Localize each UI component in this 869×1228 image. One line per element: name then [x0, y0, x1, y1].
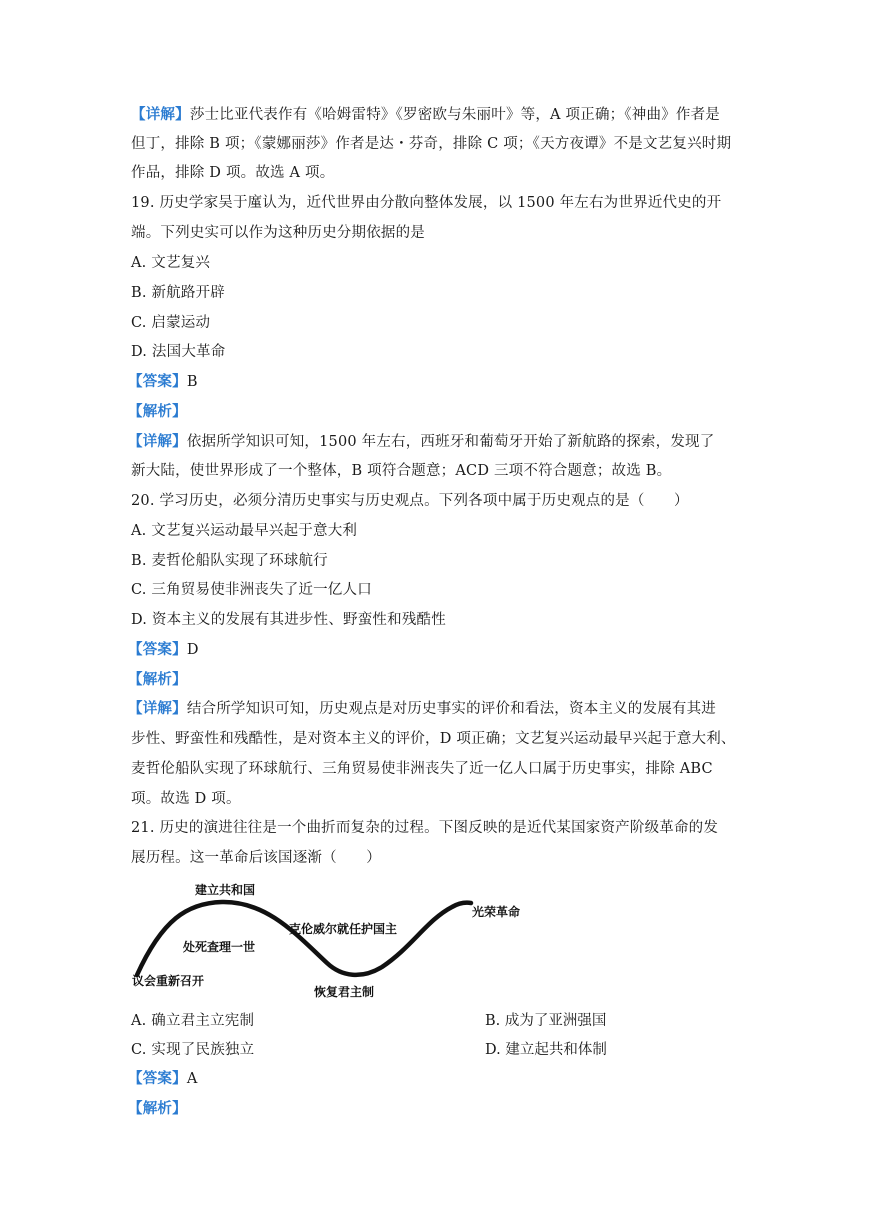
q20-detail-line-1: [128, 699, 738, 719]
q21-option-b: B. 成为了亚洲强国: [485, 1013, 607, 1029]
q19-stem-line-2: 端。下列史实可以作为这种历史分期依据的是: [131, 225, 425, 241]
label-republic: 建立共和国: [195, 883, 256, 897]
answer-tag: 【答案】: [128, 1070, 187, 1087]
q21-stem-line-2: 展历程。这一革命后该国逐渐（ ）: [131, 850, 381, 866]
q19-option-c: C. 启蒙运动: [131, 315, 211, 331]
q19-answer: [128, 372, 738, 392]
q19-stem-line-1: 19. 历史学家吴于廑认为，近代世界由分散向整体发展，以 1500 年左右为世界近代史的开: [131, 195, 722, 211]
answer-tag: 【答案】: [128, 373, 187, 390]
analysis-tag: 【解析】: [128, 1100, 187, 1117]
answer-value: A: [186, 1071, 198, 1087]
q19-option-d: D. 法国大革命: [131, 344, 226, 360]
q21-answer: [128, 1069, 738, 1089]
answer-value: B: [186, 374, 198, 390]
q20-answer: [128, 640, 738, 660]
label-cromwell: 克伦威尔就任护国主: [289, 922, 398, 936]
answer-value: D: [186, 642, 199, 658]
q20-option-d: D. 资本主义的发展有其进步性、野蛮性和残酷性: [131, 612, 446, 628]
q19-option-a: A. 文艺复兴: [131, 255, 211, 271]
q19-detail-line-2: 新大陆，使世界形成了一个整体，B 项符合题意；ACD 三项不符合题意；故选 B。: [131, 463, 672, 479]
label-glorious-revolution: 光荣革命: [472, 905, 521, 919]
q20-detail-line-4: 项。故选 D 项。: [131, 791, 241, 807]
q19-option-b: B. 新航路开辟: [131, 285, 225, 301]
q20-detail-line-2: 步性、野蛮性和残酷性，是对资本主义的评价，D 项正确；文艺复兴运动最早兴起于意大利、: [131, 731, 736, 747]
q20-option-a: A. 文艺复兴运动最早兴起于意大利: [131, 523, 358, 539]
q19-analysis-tag: [128, 402, 738, 422]
intro-line-1: [131, 105, 741, 125]
q21-analysis-tag: [128, 1099, 738, 1119]
intro-text-1: 莎士比亚代表作有《哈姆雷特》《罗密欧与朱丽叶》等，A 项正确；《神曲》作者是: [189, 107, 720, 123]
label-parliament: 议会重新召开: [132, 974, 205, 988]
detail-tag: 【详解】: [128, 433, 187, 450]
q21-option-d: D. 建立起共和体制: [485, 1042, 607, 1058]
q21-stem-line-1: 21. 历史的演进往往是一个曲折而复杂的过程。下图反映的是近代某国家资产阶级革命的发: [131, 820, 719, 836]
intro-line-2: 但丁，排除 B 项；《蒙娜丽莎》作者是达・芬奇，排除 C 项；《天方夜谭》不是文艺复兴时期: [131, 136, 732, 152]
answer-tag: 【答案】: [128, 641, 187, 658]
intro-line-3: 作品，排除 D 项。故选 A 项。: [131, 165, 335, 181]
analysis-tag: 【解析】: [128, 403, 187, 420]
revolution-wave-diagram: [127, 875, 522, 1005]
q21-option-c: C. 实现了民族独立: [131, 1042, 255, 1058]
label-execute-charles: 处死查理一世: [183, 940, 256, 954]
q20-stem-line-1: 20. 学习历史，必须分清历史事实与历史观点。下列各项中属于历史观点的是（ ）: [131, 493, 689, 509]
detail-text: 依据所学知识可知，1500 年左右，西班牙和葡萄牙开始了新航路的探索，发现了: [186, 434, 715, 450]
q20-detail-line-3: 麦哲伦船队实现了环球航行、三角贸易使非洲丧失了近一亿人口属于历史事实，排除 ABC: [131, 761, 713, 777]
detail-tag: 【详解】: [128, 700, 187, 717]
q19-detail-line-1: [128, 432, 738, 452]
detail-text: 结合所学知识可知，历史观点是对历史事实的评价和看法，资本主义的发展有其进: [186, 701, 717, 717]
q20-analysis-tag: [128, 670, 738, 690]
q20-option-b: B. 麦哲伦船队实现了环球航行: [131, 553, 328, 569]
analysis-tag: 【解析】: [128, 671, 187, 688]
detail-tag: 【详解】: [131, 106, 190, 123]
q20-option-c: C. 三角贸易使非洲丧失了近一亿人口: [131, 582, 372, 598]
q21-option-a: A. 确立君主立宪制: [131, 1013, 255, 1029]
label-restoration: 恢复君主制: [314, 985, 375, 999]
